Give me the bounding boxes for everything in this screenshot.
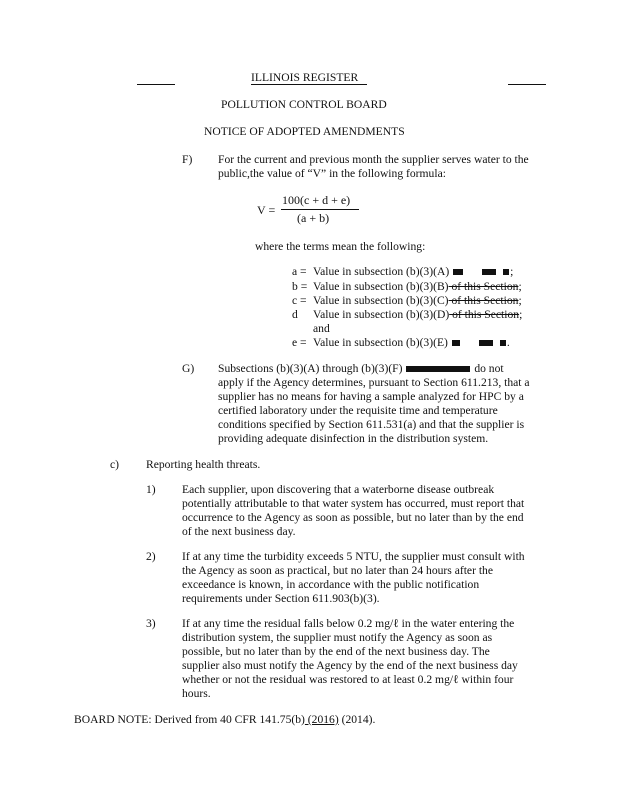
inserted-text: (2016) [304,713,339,726]
item-line: potentially attributable to that water system has occurred, must report that [182,497,525,510]
item-line: Each supplier, upon discovering that a waterborne disease outbreak [182,483,495,496]
formula-v: V = [257,203,276,217]
section-f-line-2: public,the value of “V” in the following formula: [218,167,446,180]
section-c-label: c) [110,458,120,471]
term-text: Value in subsection (b)(3)(E) . [313,336,510,349]
formula-fraction-bar [281,209,359,210]
item-line: occurrence to the Agency as soon as possible, but no later than by the end [182,511,524,524]
section-g-line-3: supplier has no means for having a sample analyzed for HPC by a [218,390,524,403]
header-rule-main [251,84,367,85]
term-letter: b = [292,280,308,293]
terms-intro: where the terms mean the following: [255,240,426,253]
term-letter: a = [292,265,307,278]
section-c-title: Reporting health threats. [146,458,261,471]
section-g-line-2: apply if the Agency determines, pursuant to Section 611.213, that a [218,376,530,389]
section-g-line-1: Subsections (b)(3)(A) through (b)(3)(F) do not [218,362,504,375]
item-line: distribution system, the supplier must notify the Agency as soon as [182,631,493,644]
term-text: Value in subsection (b)(3)(A) ; [313,265,514,278]
term-text: Value in subsection (b)(3)(B) of this Section; [313,280,522,293]
term-letter: e = [292,336,307,349]
section-g-line-6: providing adequate disinfection in the distribution system. [218,432,489,445]
item-line: of the next business day. [182,525,296,538]
item-number: 1) [146,483,156,496]
item-line: If at any time the turbidity exceeds 5 NTU, the supplier must consult with [182,550,525,563]
term-letter: d [292,308,298,321]
board-title: POLLUTION CONTROL BOARD [221,98,387,111]
register-title: ILLINOIS REGISTER [251,71,359,84]
item-line: the Agency as soon as practical, but no later than 24 hours after the [182,564,493,577]
item-line: hours. [182,687,211,700]
term-text: Value in subsection (b)(3)(C) of this Section; [313,294,522,307]
item-number: 3) [146,617,156,630]
item-line: supplier also must notify the Agency by the end of the next business day [182,659,518,672]
section-f-line-1: For the current and previous month the supplier serves water to the [218,153,529,166]
term-and: and [313,322,330,335]
item-line: exceedance is known, in accordance with the public notification [182,578,480,591]
term-text: Value in subsection (b)(3)(D) of this Section; [313,308,523,321]
item-number: 2) [146,550,156,563]
section-g-line-4: certified laboratory under the requisite time and temperature [218,404,498,417]
notice-title: NOTICE OF ADOPTED AMENDMENTS [204,125,405,138]
formula-numerator: 100(c + d + e) [282,193,351,207]
item-line: requirements under Section 611.903(b)(3). [182,592,380,605]
term-letter: c = [292,294,307,307]
header-rule-left [137,84,175,85]
board-note: BOARD NOTE: Derived from 40 CFR 141.75(b) (2016) (2014). [74,713,376,726]
item-line: If at any time the residual falls below 0.2 mg/ℓ in the water entering the [182,617,515,630]
section-f-label: F) [182,153,193,166]
formula-denominator: (a + b) [297,211,330,225]
section-g-label: G) [182,362,195,375]
item-line: whether or not the residual was restored to at least 0.2 mg/ℓ within four [182,673,514,686]
header-rule-right [508,84,546,85]
section-g-line-5: conditions specified by Section 611.531(a) and that the supplier is [218,418,525,431]
item-line: possible, but no later than by the end of the next business day. The [182,645,490,658]
